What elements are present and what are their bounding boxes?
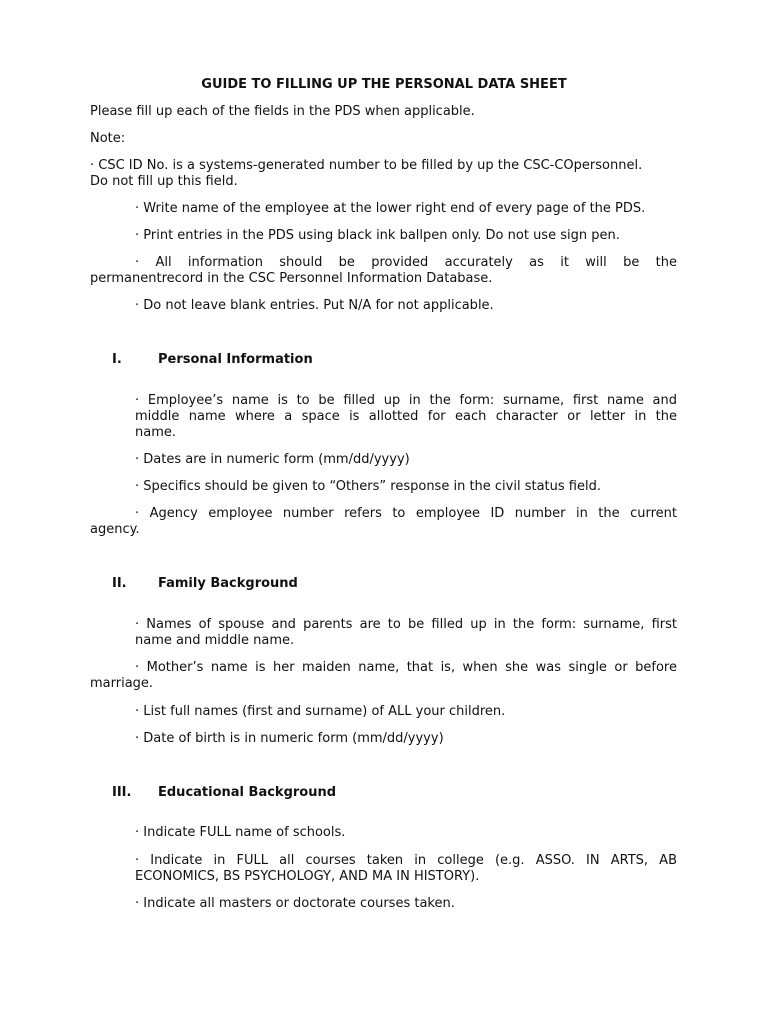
note-label: Note: [90, 131, 126, 146]
section-item-line: · Date of birth is in numeric form (mm/dd/yyyy) [135, 731, 444, 746]
section-item-line: · Indicate all masters or doctorate courses taken. [135, 896, 455, 911]
section-item-line: · Indicate in FULL all courses taken in college (e.g. ASSO. IN ARTS, AB [135, 853, 677, 868]
section-item-line: name and middle name. [135, 633, 295, 648]
section-item-line: name. [135, 425, 176, 440]
section-item-line: · Mother’s name is her maiden name, that is, when she was single or before [135, 660, 677, 675]
note-item-line: Do not fill up this field. [90, 174, 238, 189]
section-item-line: marriage. [90, 676, 154, 691]
section-item-line: · Dates are in numeric form (mm/dd/yyyy) [135, 452, 410, 467]
section-numeral: III. [112, 785, 132, 800]
section-heading-personal-information: Personal Information [158, 352, 313, 367]
section-item-line: · Agency employee number refers to employee ID number in the current [135, 506, 677, 521]
section-numeral: I. [112, 352, 122, 367]
section-heading-family-background: Family Background [158, 576, 298, 591]
section-item-line: · Employee’s name is to be filled up in the form: surname, first name and [135, 393, 677, 408]
note-item-line: · All information should be provided accurately as it will be the [135, 255, 677, 270]
note-item-line: · CSC ID No. is a systems-generated number to be filled by up the CSC-COpersonnel. [90, 158, 643, 173]
document-title: GUIDE TO FILLING UP THE PERSONAL DATA SHEET [201, 77, 567, 92]
section-numeral: II. [112, 576, 127, 591]
note-item-line: · Write name of the employee at the lower right end of every page of the PDS. [135, 201, 646, 216]
section-item-line: · Specifics should be given to “Others” response in the civil status field. [135, 479, 601, 494]
note-item-line: permanentrecord in the CSC Personnel Information Database. [90, 271, 493, 286]
note-item-line: · Do not leave blank entries. Put N/A for not applicable. [135, 298, 494, 313]
section-item-line: middle name where a space is allotted for each character or letter in the [135, 409, 677, 424]
intro-text: Please fill up each of the fields in the PDS when applicable. [90, 104, 475, 119]
section-item-line: ECONOMICS, BS PSYCHOLOGY, AND MA IN HISTORY). [135, 869, 480, 884]
note-item-line: · Print entries in the PDS using black ink ballpen only. Do not use sign pen. [135, 228, 620, 243]
section-item-line: agency. [90, 522, 140, 537]
section-item-line: · Names of spouse and parents are to be filled up in the form: surname, first [135, 617, 677, 632]
section-item-line: · List full names (first and surname) of ALL your children. [135, 704, 506, 719]
section-item-line: · Indicate FULL name of schools. [135, 825, 346, 840]
section-heading-educational-background: Educational Background [158, 785, 337, 800]
